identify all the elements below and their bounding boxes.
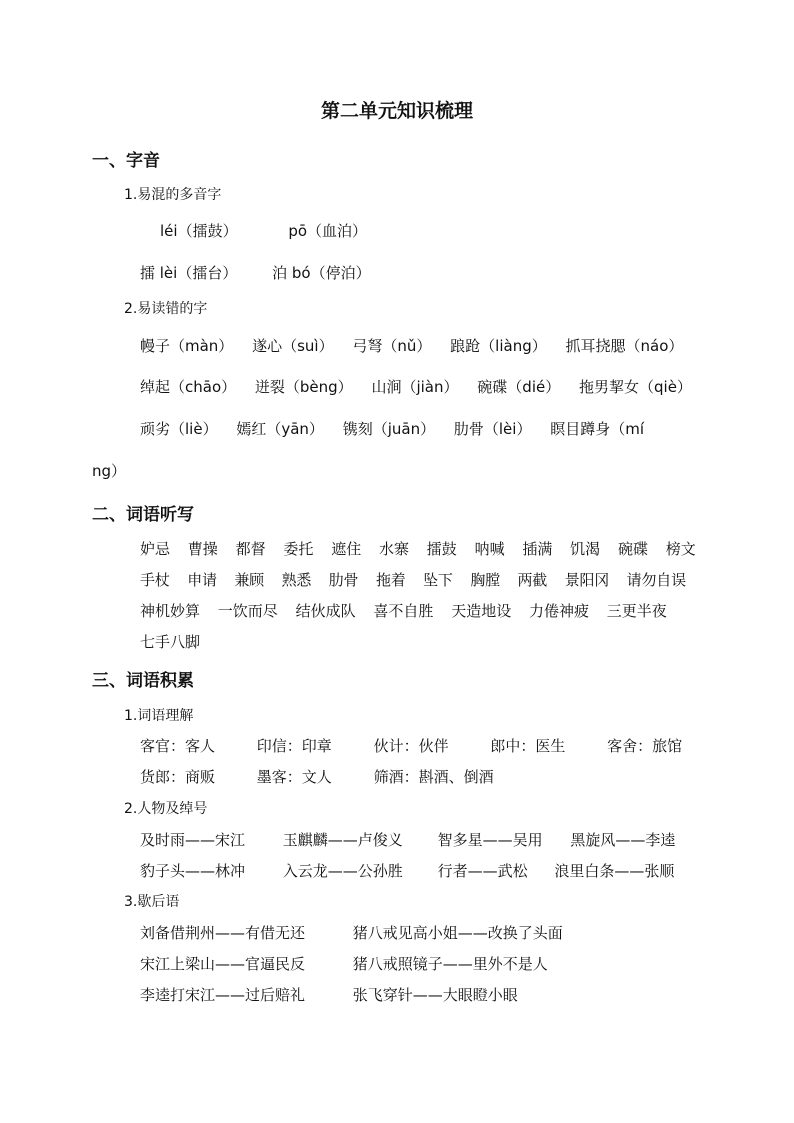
word-item: 力倦神疲	[528, 602, 589, 620]
nickname-item: 豹子头——林冲	[140, 862, 246, 880]
meaning-item: 客官：客人	[140, 737, 216, 755]
nickname-item: 及时雨——宋江	[140, 831, 246, 849]
nickname-item: 浪里白条——张顺	[554, 862, 675, 880]
word-item: 手杖	[140, 571, 170, 589]
misread-item: 嫣红（yān）	[236, 420, 324, 438]
polyphonic-line-1	[160, 220, 367, 241]
dictation-row-4	[140, 631, 213, 652]
xiehouyu-row-1	[140, 922, 563, 943]
word-item: 妒忌	[140, 540, 171, 558]
xiehouyu-item: 张飞穿针——大眼瞪小眼	[352, 986, 518, 1004]
word-item: 坠下	[423, 571, 453, 589]
word-item: 结伙成队	[295, 602, 356, 620]
word-item: 兼顾	[234, 571, 264, 589]
nickname-item: 行者——武松	[437, 862, 528, 880]
word-item: 喜不自胜	[373, 602, 434, 620]
word-item: 三更半夜	[606, 602, 667, 620]
dictation-row-2	[140, 569, 699, 590]
section-heading-vocabulary: 三、词语积累	[92, 671, 194, 691]
subheading-misread: 2.易读错的字	[124, 301, 208, 317]
subheading-xiehouyu: 3.歇后语	[124, 894, 180, 910]
word-item: 擂鼓	[426, 540, 457, 558]
misread-item: 碗碟（dié）	[477, 378, 561, 396]
word-item: 呐喊	[474, 540, 505, 558]
word-item: 七手八脚	[140, 633, 201, 651]
word-item: 天造地设	[451, 602, 512, 620]
polyphonic-line-2	[140, 262, 371, 283]
nickname-row-1	[140, 829, 675, 850]
polyphonic-item: 泊 bó（停泊）	[272, 264, 371, 282]
word-item: 委托	[283, 540, 314, 558]
word-item: 水寨	[378, 540, 409, 558]
nickname-item: 黑旋风——李逵	[570, 831, 676, 849]
misread-item: 幔子（màn）	[140, 337, 234, 355]
meaning-row-2	[140, 766, 494, 787]
misread-item: 弓弩（nǔ）	[352, 337, 432, 355]
nickname-item: 智多星——吴用	[437, 831, 543, 849]
nickname-item: 入云龙——公孙胜	[282, 862, 403, 880]
word-item: 都督	[235, 540, 266, 558]
misread-item: 绰起（chāo）	[140, 378, 237, 396]
meaning-item: 郎中：医生	[490, 737, 566, 755]
misread-item: 山涧（jiàn）	[371, 378, 459, 396]
section-heading-pronunciation: 一、字音	[92, 151, 160, 171]
xiehouyu-item: 李逵打宋江——过后赔礼	[140, 986, 306, 1004]
polyphonic-item: léi（擂鼓）	[160, 222, 238, 240]
xiehouyu-item: 宋江上梁山——官逼民反	[140, 955, 306, 973]
meaning-item: 印信：印章	[256, 737, 332, 755]
xiehouyu-item: 猪八戒照镜子——里外不是人	[352, 955, 548, 973]
xiehouyu-item: 猪八戒见高小姐——改换了头面	[352, 924, 563, 942]
misread-item: 迸裂（bèng）	[254, 378, 353, 396]
misread-item: 肋骨（lèi）	[453, 420, 532, 438]
meaning-item: 货郎：商贩	[140, 768, 216, 786]
word-item: 插满	[522, 540, 553, 558]
misread-line-2	[140, 376, 706, 397]
xiehouyu-item: 刘备借荆州——有借无还	[140, 924, 306, 942]
word-item: 景阳冈	[564, 571, 610, 589]
word-item: 一饮而尽	[217, 602, 278, 620]
misread-item: 镌刻（juān）	[342, 420, 436, 438]
subheading-nicknames: 2.人物及绰号	[124, 801, 208, 817]
dictation-row-3	[140, 600, 680, 621]
section-heading-dictation: 二、词语听写	[92, 505, 194, 525]
misread-item: 遂心（suì）	[252, 337, 334, 355]
misread-item: 抓耳挠腮（náo）	[565, 337, 684, 355]
misread-item: 踉跄（liàng）	[450, 337, 547, 355]
word-item: 遮住	[331, 540, 362, 558]
xiehouyu-row-3	[140, 984, 518, 1005]
word-item: 曹操	[187, 540, 218, 558]
xiehouyu-row-2	[140, 953, 548, 974]
misread-item: 顽劣（liè）	[140, 420, 218, 438]
meaning-item: 客舍：旅馆	[607, 737, 683, 755]
subheading-word-meaning: 1.词语理解	[124, 708, 194, 724]
word-item: 申请	[187, 571, 217, 589]
meaning-item: 墨客：文人	[256, 768, 332, 786]
word-item: 饥渴	[570, 540, 601, 558]
page-title: 第二单元知识梳理	[320, 100, 473, 122]
word-item: 胸膛	[470, 571, 500, 589]
meaning-item: 筛酒：斟酒、倒酒	[373, 768, 494, 786]
misread-line-1	[140, 335, 697, 356]
subheading-polyphonic: 1.易混的多音字	[124, 187, 222, 203]
misread-item: 瞑目蹲身（mí	[550, 420, 645, 438]
polyphonic-item: pō（血泊）	[288, 222, 368, 240]
word-item: 碗碟	[617, 540, 648, 558]
word-item: 神机妙算	[140, 602, 201, 620]
nickname-item: 玉麒麟——卢俊义	[282, 831, 403, 849]
nickname-row-2	[140, 860, 674, 881]
misread-item: 拖男挈女（qiè）	[579, 378, 692, 396]
word-item: 熟悉	[281, 571, 312, 589]
meaning-row-1	[140, 735, 682, 756]
meaning-item: 伙计：伙伴	[373, 737, 449, 755]
word-item: 两截	[517, 571, 548, 589]
word-item: 榜文	[665, 540, 696, 558]
misread-wrap: ng）	[92, 462, 127, 480]
word-item: 拖着	[375, 571, 406, 589]
word-item: 请勿自误	[626, 571, 686, 589]
polyphonic-item: 擂 lèi（擂台）	[140, 264, 238, 282]
word-item: 肋骨	[328, 571, 359, 589]
dictation-row-1	[140, 538, 709, 559]
misread-line-3	[140, 418, 658, 439]
